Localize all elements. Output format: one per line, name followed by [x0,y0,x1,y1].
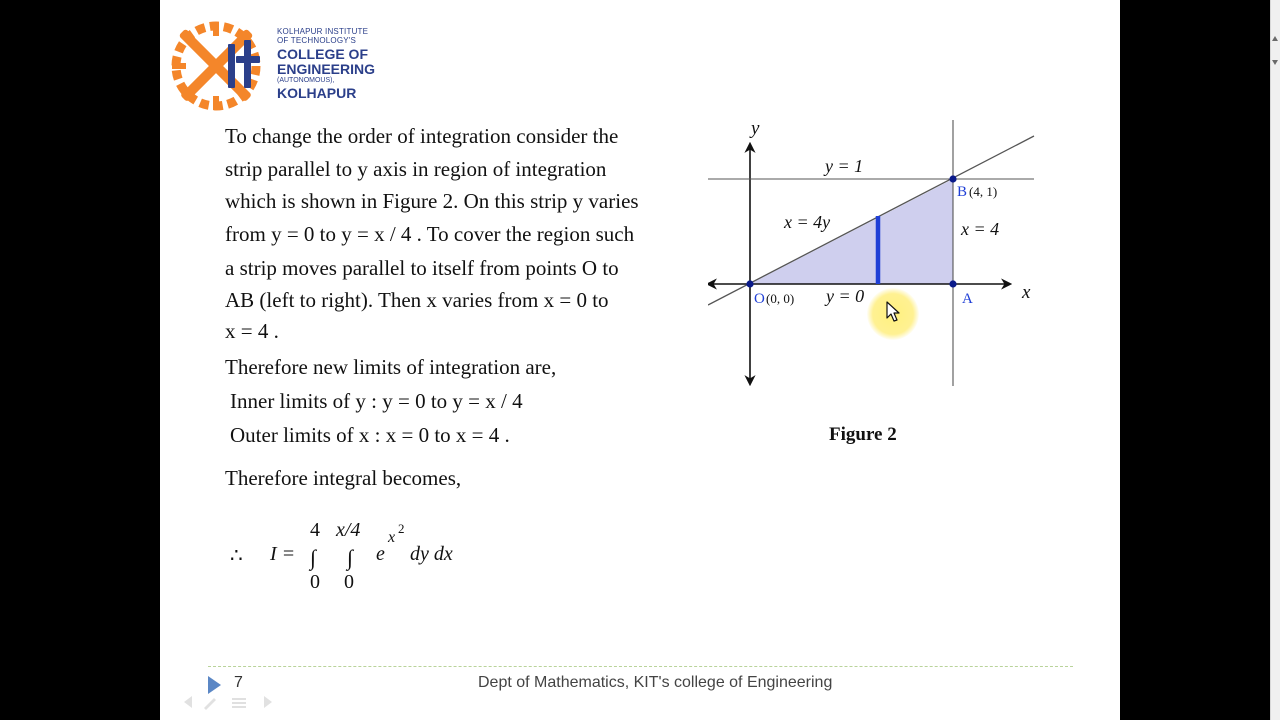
inner-integral-sign: ∫ [347,545,354,570]
limits-block [225,350,556,452]
point-a-label: A [962,291,973,307]
integral-differentials: dy dx [410,543,453,565]
integrand-base: e [376,543,385,565]
inner-upper-limit: x/4 [336,519,361,541]
integration-region [750,179,953,284]
point-b-label: B [957,184,968,200]
paragraph-line: which is shown in Figure 2. On this strip y varies [225,188,639,213]
scroll-down-arrow-icon[interactable] [1272,60,1278,65]
integral-expression [230,515,490,605]
explanation-paragraph [225,120,695,347]
figure-caption: Figure 2 [829,424,897,445]
point-o-label: O [754,291,765,307]
paragraph-line: a strip moves parallel to itself from points O to [225,255,619,280]
footer-text: Dept of Mathematics, KIT's college of Engineering [478,674,833,691]
paragraph-line: strip parallel to y axis in region of integration [225,156,607,181]
logo-line: OF TECHNOLOGY'S [277,36,357,45]
vertical-scrollbar[interactable] [1270,0,1280,720]
line-x-4-label: x = 4 [961,219,1000,239]
mouse-pointer-icon [886,301,902,323]
point-b [949,175,956,182]
integral-intro: Therefore integral becomes, [225,466,462,490]
menu-icon[interactable] [232,698,246,708]
page-number: 7 [234,674,243,691]
paragraph-line: To change the order of integration consider the [225,124,619,148]
outer-limits: Outer limits of x : x = 0 to x = 4 . [230,423,510,447]
logo-line: KOLHAPUR [277,85,357,101]
point-a [949,280,956,287]
logo-line: (AUTONOMOUS), [277,77,335,84]
outer-integral-sign: ∫ [310,545,317,570]
outer-upper-limit: 4 [310,519,320,541]
point-o-coords: (0, 0) [766,291,795,306]
region-figure [708,118,1038,390]
integrand-exponent-base: x [388,529,396,546]
kit-gear-logo-icon [166,14,272,120]
next-slide-icon[interactable] [264,696,272,708]
scroll-up-arrow-icon[interactable] [1272,36,1278,41]
point-b-coords: (4, 1) [969,184,998,199]
x-axis-label: x [1022,282,1031,303]
logo-line: KOLHAPUR INSTITUTE [277,27,369,36]
logo-line: ENGINEERING [277,61,376,77]
inner-lower-limit: 0 [344,571,354,593]
line-y-1-label: y = 1 [825,156,864,176]
inner-limits: Inner limits of y : y = 0 to y = x / 4 [230,389,523,413]
paragraph-line: AB (left to right). Then x varies from x = 0 to [225,288,609,312]
limits-intro: Therefore new limits of integration are, [225,355,557,379]
slide [160,0,1120,720]
college-logo-text [277,28,375,100]
footer-divider [208,666,1073,667]
paragraph-line: from y = 0 to y = x / 4 . To cover the region such [225,222,635,246]
point-o [746,280,753,287]
outer-lower-limit: 0 [310,571,320,593]
line-y-0-label: y = 0 [826,286,865,306]
pen-icon[interactable] [204,698,216,710]
therefore-symbol: ∴ [230,545,243,567]
line-x-4y-label: x = 4y [784,212,831,232]
paragraph-line: x = 4 . [225,319,279,343]
prev-slide-icon[interactable] [184,696,192,708]
y-axis-label: y [751,118,760,139]
integrand-exponent-power: 2 [398,521,405,536]
integral-lhs: I = [270,543,296,565]
logo-line: COLLEGE OF [277,46,368,62]
slide-nav-controls [172,692,282,712]
